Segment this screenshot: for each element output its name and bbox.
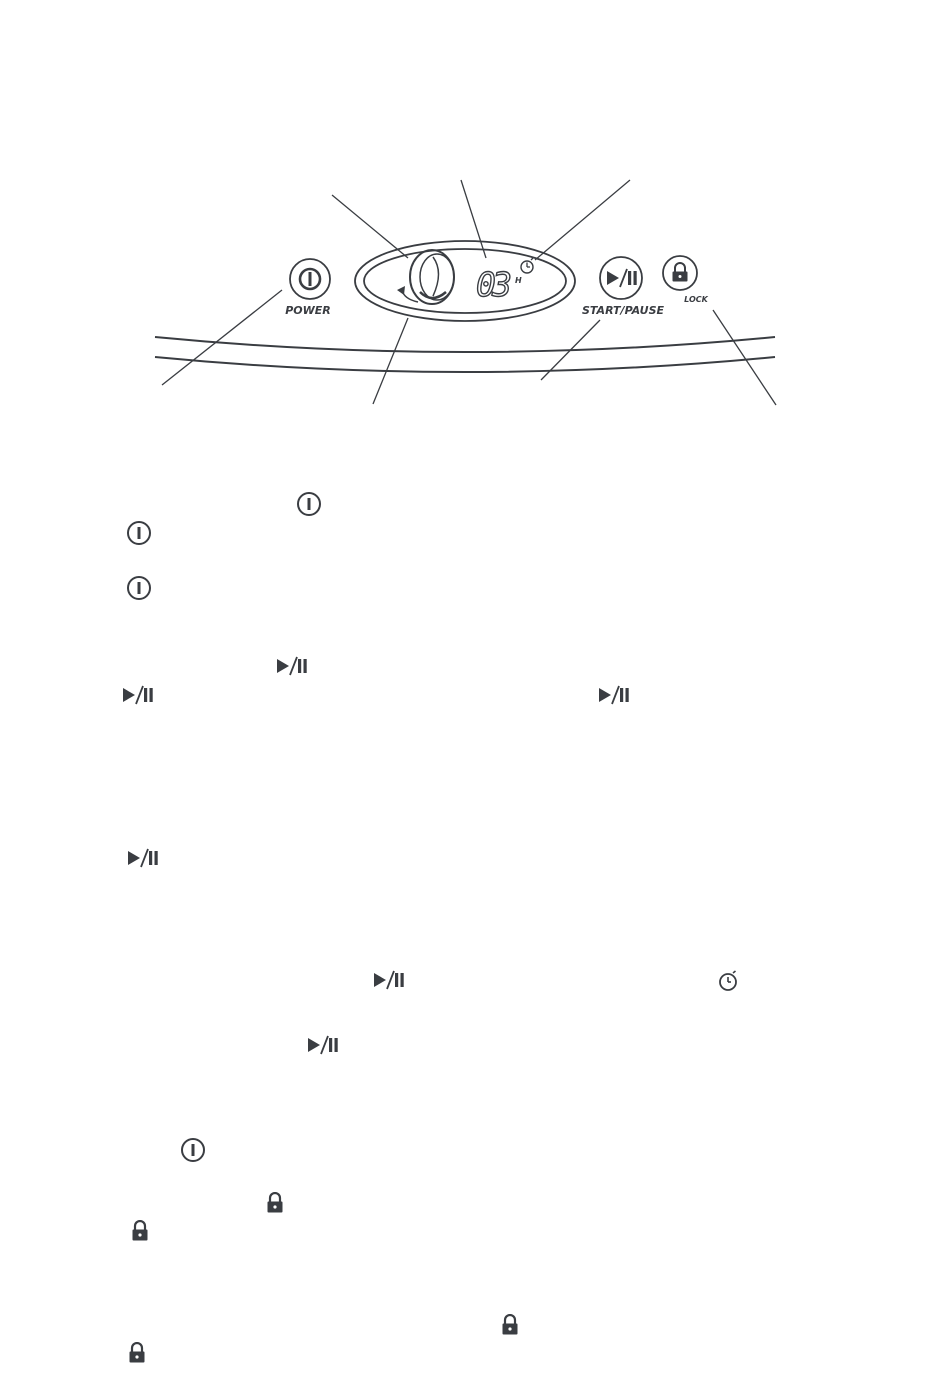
play-pause-icon — [121, 684, 155, 710]
power-label: POWER — [285, 304, 331, 317]
timer-icon — [521, 258, 533, 273]
play-pause-icon — [126, 847, 160, 873]
robot-status-icon — [397, 250, 454, 304]
power-button[interactable] — [290, 259, 330, 299]
start-pause-button[interactable] — [600, 257, 642, 299]
lock-label: LOCK — [684, 295, 708, 304]
power-icon — [126, 520, 152, 550]
power-icon — [180, 1137, 206, 1167]
timer-icon — [716, 969, 740, 997]
lock-icon — [130, 1220, 150, 1246]
panel-edge-lower — [155, 357, 775, 372]
start-pause-label: START/PAUSE — [581, 304, 665, 317]
callout-power-button — [162, 290, 282, 385]
lock-button[interactable] — [663, 256, 697, 290]
display-hour-unit: H — [515, 276, 522, 285]
power-icon — [296, 491, 322, 521]
play-pause-icon — [372, 969, 406, 995]
play-pause-icon — [306, 1034, 340, 1060]
play-pause-icon — [597, 684, 631, 710]
play-pause-icon — [275, 655, 309, 681]
display-window — [355, 241, 575, 321]
lock-icon — [265, 1192, 285, 1218]
lock-icon — [127, 1342, 147, 1368]
display-hours: 03 — [476, 265, 512, 304]
lock-icon — [500, 1314, 520, 1340]
callout-hours-display — [461, 180, 486, 258]
control-panel-diagram — [0, 0, 950, 430]
callout-display-window — [373, 318, 408, 404]
callout-robot-icon — [332, 195, 408, 258]
callout-timer-icon — [535, 180, 630, 260]
panel-edge-upper — [155, 337, 775, 352]
power-icon — [126, 575, 152, 605]
